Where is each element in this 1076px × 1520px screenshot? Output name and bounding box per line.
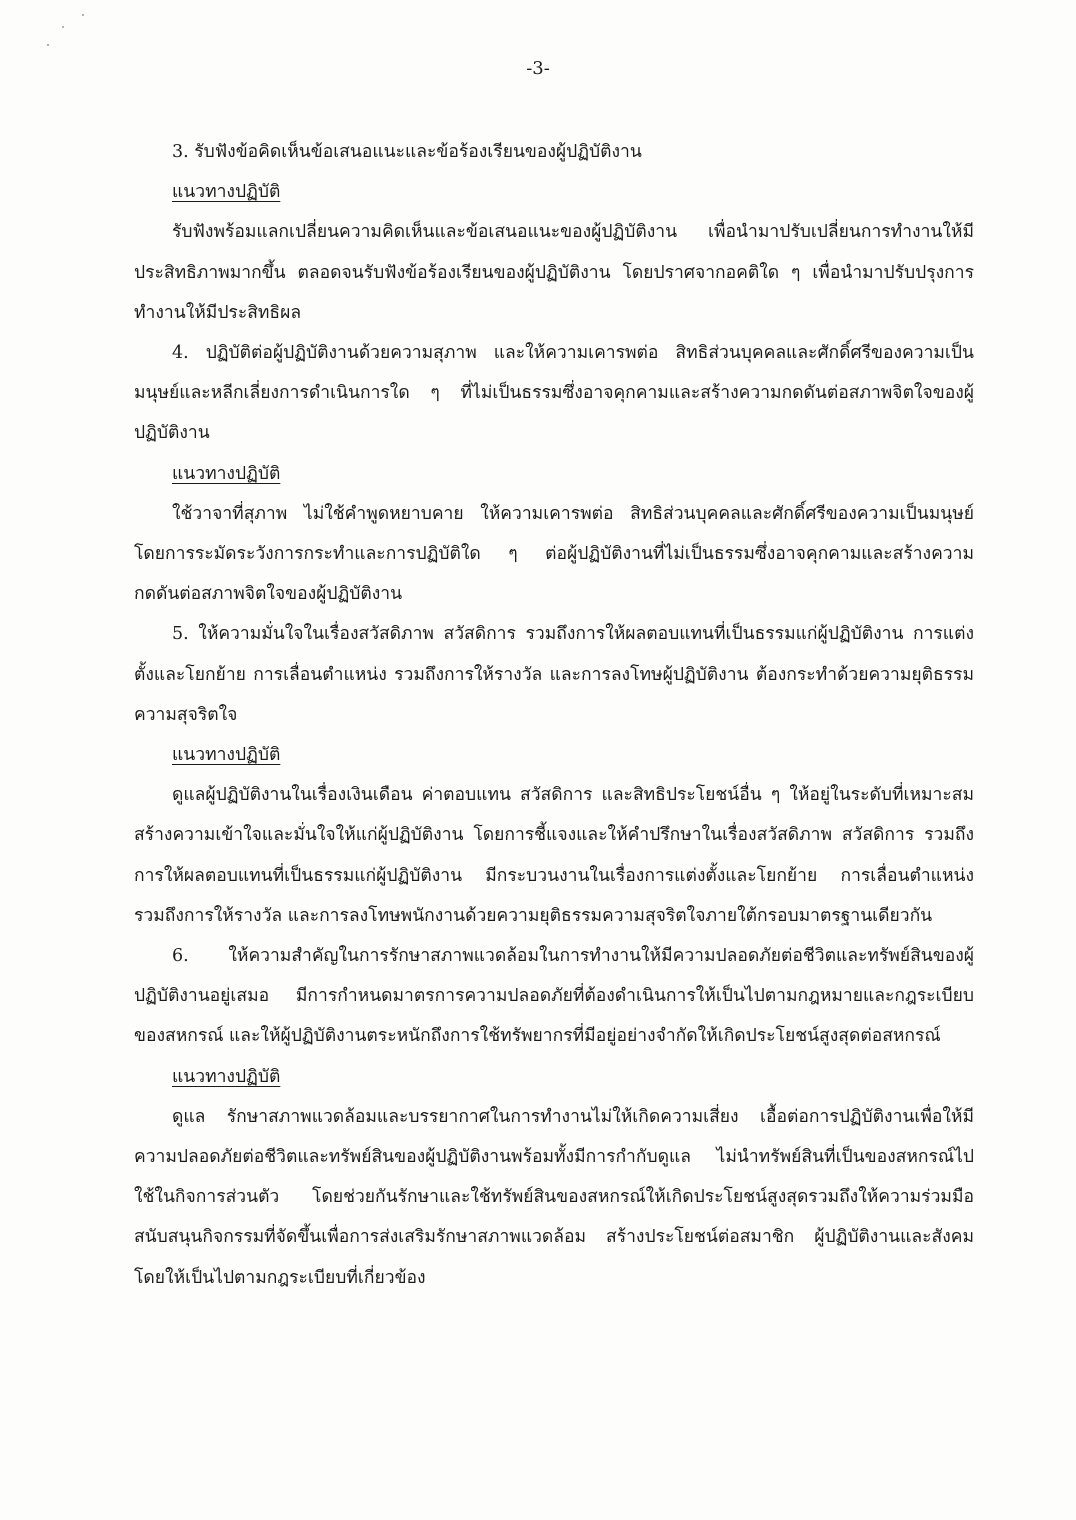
page-number: -3-: [526, 58, 550, 79]
item-5-text: 5. ให้ความมั่นใจในเรื่องสวัสดิภาพ สวัสดิการ รวมถึงการให้ผลตอบแทนที่เป็นธรรมแก่ผู้ปฏิบัติงาน การแต่งตั้งและโยกย้าย การเลื่อนตำแหน่ง รวมถึงการให้รางวัล และการลงโทษผู้ปฏิบัติงาน ต้องกระทำด้วยความยุติธรรม ความสุจริตใจ: [134, 624, 974, 725]
item-5-guideline-text: ดูแลผู้ปฏิบัติงานในเรื่องเงินเดือน ค่าตอบแทน สวัสดิการ และสิทธิประโยชน์อื่น ๆ ให้อยู่ในระดับที่เหมาะสม สร้างความเข้าใจและมั่นใจให้แก่ผู้ปฏิบัติงาน โดยการชี้แจงและให้คำปรึกษาในเรื่องสวัสดิภาพ สวัสดิการ รวมถึงการให้ผลตอบแทนที่เป็นธรรมแก่ผู้ปฏิบัติงาน มีกระบวนงานในเรื่องการแต่งตั้งและโยกย้าย การเลื่อนตำแหน่ง รวมถึงการให้รางวัล และการลงโทษพนักงานด้วยความยุติธรรมความสุจริตใจภายใต้กรอบมาตรฐานเดียวกัน: [134, 785, 974, 926]
document-body: [134, 132, 974, 1298]
scan-speck: [62, 26, 64, 28]
item-3-guideline-text: รับฟังพร้อมแลกเปลี่ยนความคิดเห็นและข้อเสนอแนะของผู้ปฏิบัติงาน เพื่อนำมาปรับเปลี่ยนการทำงานให้มีประสิทธิภาพมากขึ้น ตลอดจนรับฟังข้อร้องเรียนของผู้ปฏิบัติงาน โดยปราศจากอคติใด ๆ เพื่อนำมาปรับปรุงการทำงานให้มีประสิทธิผล: [134, 222, 974, 323]
item-6-guideline-text: ดูแล รักษาสภาพแวดล้อมและบรรยากาศในการทำงานไม่ให้เกิดความเสี่ยง เอื้อต่อการปฏิบัติงานเพื่อให้มีความปลอดภัยต่อชีวิตและทรัพย์สินของผู้ปฏิบัติงานพร้อมทั้งมีการกำกับดูแล ไม่นำทรัพย์สินที่เป็นของสหกรณ์ไปใช้ในกิจการส่วนตัว โดยช่วยกันรักษาและใช้ทรัพย์สินของสหกรณ์ให้เกิดประโยชน์สูงสุดรวมถึงให้ความร่วมมือ สนับสนุนกิจกรรมที่จัดขึ้นเพื่อการส่งเสริมรักษาสภาพแวดล้อม สร้างประโยชน์ต่อสมาชิก ผู้ปฏิบัติงานและสังคม โดยให้เป็นไปตามกฎระเบียบที่เกี่ยวข้อง: [134, 1106, 974, 1288]
item-4-text: 4. ปฏิบัติต่อผู้ปฏิบัติงานด้วยความสุภาพ และให้ความเคารพต่อ สิทธิส่วนบุคคลและศักดิ์ศรีของความเป็นมนุษย์และหลีกเลี่ยงการดำเนินการใด ๆ ที่ไม่เป็นธรรมซึ่งอาจคุกคามและสร้างความกดดันต่อสภาพจิตใจของผู้ปฏิบัติงาน: [134, 343, 974, 444]
section-3: [134, 132, 974, 333]
item-4-guideline-text: ใช้วาจาที่สุภาพ ไม่ใช้คำพูดหยาบคาย ให้ความเคารพต่อ สิทธิส่วนบุคคลและศักดิ์ศรีของความเป็นมนุษย์ โดยการระมัดระวังการกระทำและการปฏิบัติใด ๆ ต่อผู้ปฏิบัติงานที่ไม่เป็นธรรมซึ่งอาจคุกคามและสร้างความกดดันต่อสภาพจิตใจของผู้ปฏิบัติงาน: [134, 503, 974, 605]
item-6-guideline-heading: แนวทางปฏิบัติ: [172, 1066, 281, 1087]
item-4-guideline-heading: แนวทางปฏิบัติ: [172, 463, 281, 484]
section-6: [134, 936, 974, 1298]
item-5-guideline-heading: แนวทางปฏิบัติ: [172, 745, 281, 766]
scan-speck: [82, 14, 84, 16]
section-5: [134, 614, 974, 936]
item-3-text: 3. รับฟังข้อคิดเห็นข้อเสนอแนะและข้อร้องเรียนของผู้ปฏิบัติงาน: [172, 142, 642, 162]
item-6-text: 6. ให้ความสำคัญในการรักษาสภาพแวดล้อมในการทำงานให้มีความปลอดภัยต่อชีวิตและทรัพย์สินของผู้ปฏิบัติงานอยู่เสมอ มีการกำหนดมาตรการความปลอดภัยที่ต้องดำเนินการให้เป็นไปตามกฎหมายและกฎระเบียบของสหกรณ์ และให้ผู้ปฏิบัติงานตระหนักถึงการใช้ทรัพยากรที่มีอยู่อย่างจำกัดให้เกิดประโยชน์สูงสุดต่อสหกรณ์: [134, 946, 974, 1047]
item-3-guideline-heading: แนวทางปฏิบัติ: [172, 182, 281, 203]
section-4: [134, 333, 974, 614]
scan-speck: [47, 44, 49, 46]
